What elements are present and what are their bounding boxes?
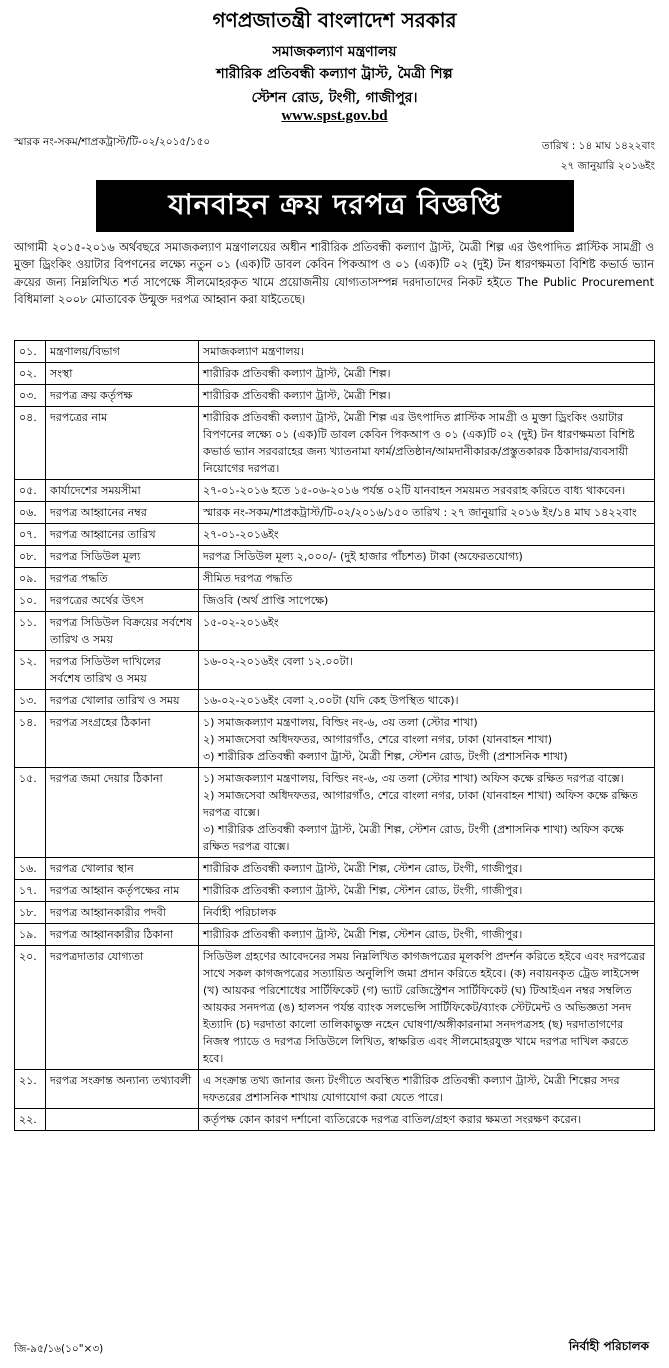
row-label: দরপত্রের অর্থের উৎস: [46, 590, 199, 612]
row-value: ১) সমাজকল্যাণ মন্ত্রণালয়, বিল্ডিং নং-৬, ৩য় তলা (স্টোর শাখা) ২) সমাজসেবা অধিদফতর, আগারগাঁও, শেরে বাংলা নগর, ঢাকা (যানবাহন শাখা) ৩) শারীরিক প্রতিবন্ধী কল্যাণ ট্রাস্ট, মৈত্রী শিল্প, স্টেশন রোড, টংগী (প্রশাসনিক শাখা): [199, 712, 655, 768]
row-number: ১৮.: [15, 902, 46, 924]
table-row: [15, 341, 655, 363]
row-label: দরপত্র খোলার স্থান: [46, 858, 199, 880]
table-row: [15, 858, 655, 880]
table-row: [15, 590, 655, 612]
row-label: দরপত্রদাতার যোগ্যতা: [46, 946, 199, 1070]
notice-title: যানবাহন ক্রয় দরপত্র বিজ্ঞপ্তি: [96, 180, 574, 232]
row-value: সীমিত দরপত্র পদ্ধতি: [199, 568, 655, 590]
row-value: দরপত্র সিডিউল মূল্য ২,০০০/- (দুই হাজার পাঁচশত) টাকা (অফেরতযোগ্য): [199, 546, 655, 568]
row-label: কার্যাদেশের সময়সীমা: [46, 480, 199, 502]
footer-code: জি-৯৫/১৬(১০"×৩): [14, 1343, 104, 1355]
row-value: শারীরিক প্রতিবন্ধী কল্যাণ ট্রাস্ট, মৈত্রী শিল্প, স্টেশন রোড, টংগী, গাজীপুর।: [199, 858, 655, 880]
table-row: [15, 902, 655, 924]
row-number: ২২.: [15, 1109, 46, 1131]
row-label: মন্ত্রণালয়/বিভাগ: [46, 341, 199, 363]
row-number: ০৫.: [15, 480, 46, 502]
row-value: ১) সমাজকল্যাণ মন্ত্রণালয়, বিল্ডিং নং-৬, ৩য় তলা (স্টোর শাখা) অফিস কক্ষে রক্ষিত দরপত্র বাক্সে। ২) সমাজসেবা অধিদফতর, আগারগাঁও, শেরে বাংলা নগর, ঢাকা (যানবাহন শাখা) অফিস কক্ষে রক্ষিত দরপত্র বাক্সে। ৩) শারীরিক প্রতিবন্ধী কল্যাণ ট্রাস্ট, মৈত্রী শিল্প, স্টেশন রোড, টংগী (প্রশাসনিক শাখা) অফিস কক্ষে রক্ষিত দরপত্র বাক্সে।: [199, 768, 655, 858]
table-row: [15, 924, 655, 946]
row-number: ০১.: [15, 341, 46, 363]
table-row: [15, 363, 655, 385]
row-number: ১৭.: [15, 880, 46, 902]
row-value: ১৬-০২-২০১৬ইং বেলা ২.০০টা (যদি কেহ উপস্থিত থাকে)।: [199, 690, 655, 712]
row-number: ২১.: [15, 1070, 46, 1109]
row-label: দরপত্র আহ্বানের তারিখ: [46, 524, 199, 546]
government-name: গণপ্রজাতন্ত্রী বাংলাদেশ সরকার: [212, 8, 457, 32]
table-row: [15, 880, 655, 902]
website-link[interactable]: www.spst.gov.bd: [281, 108, 388, 124]
intro-paragraph: আগামী ২০১৫-২০১৬ অর্থবছরে সমাজকল্যাণ মন্ত্রণালয়ের অধীন শারীরিক প্রতিবন্ধী কল্যাণ ট্রাস্ট, মৈত্রী শিল্প এর উৎপাদিত প্লাস্টিক সামগ্রী ও মুক্তা ড্রিংকিং ওয়াটার বিপণনের লক্ষ্যে নতুন ০১ (এক)টি ডাবল কেবিন পিকআপ ও ০১ (এক)টি ০২ (দুই) টন ধারণক্ষমতা বিশিষ্ট কভার্ড ভ্যান ক্রয়ের জন্য নিম্নলিখিত শর্ত সাপেক্ষে সীলমোহরকৃত খামে প্রয়োজনীয় যোগ্যতাসম্পন্ন দরদাতাদের নিকট হইতে The Public Procurement বিধিমালা ২০০৮ মোতাবেক উন্মুক্ত দরপত্র আহ্বান করা যাইতেছে।: [14, 241, 654, 307]
row-number: ১৩.: [15, 690, 46, 712]
row-value: ১৫-০২-২০১৬ইং: [199, 612, 655, 651]
row-number: ১৫.: [15, 768, 46, 858]
row-number: ০৬.: [15, 502, 46, 524]
row-value: সিডিউল গ্রহণের আবেদনের সময় নিম্নলিখিত কাগজপত্রের মূলকপি প্রদর্শন করিতে হইবে এবং দরপত্রের সাথে সকল কাগজপত্রের সত্যায়িত অনুলিপি জমা প্রদান করিতে হইবে। (ক) নবায়নকৃত ট্রেড লাইসেন্স (খ) আয়কর পরিশোধের সার্টিফিকেট (গ) ভ্যাট রেজিস্ট্রেশন সার্টিফিকেট (ঘ) টিআইএন নম্বর সম্বলিত আয়কর সনদপত্র (ঙ) হালসন পর্যন্ত ব্যাংক সলভেন্সি সার্টিফিকেট/ব্যাংক স্টেটমেন্ট ও অভিজ্ঞতা সনদ ইত্যাদি (চ) দরদাতা কালো তালিকাভুক্ত নহেন ঘোষণা/অঙ্গীকারনামা সনদপত্রসহ (ছ) দরদাতাগণের নিজস্ব প্যাডে ও দরপত্র সিডিউলে লিখিত, স্বাক্ষরিত এবং সীলমোহরযুক্ত খামে দরপত্র দাখিল করতে হবে।: [199, 946, 655, 1070]
row-label: দরপত্র আহ্বানকারীর পদবী: [46, 902, 199, 924]
row-number: ০৯.: [15, 568, 46, 590]
row-label: দরপত্র সিডিউল দাখিলের সর্বশেষ তারিখ ও সময়: [46, 651, 199, 690]
row-number: ১১.: [15, 612, 46, 651]
table-row: [15, 712, 655, 768]
table-row: [15, 502, 655, 524]
row-value: শারীরিক প্রতিবন্ধী কল্যাণ ট্রাস্ট, মৈত্রী শিল্প এর উৎপাদিত প্লাস্টিক সামগ্রী ও মুক্তা ড্রিংকিং ওয়াটার বিপণনের লক্ষ্যে ০১ (এক)টি ডাবল কেবিন পিকআপ ও ০১ (এক)টি ০২ (দুই) টন ধারণক্ষমতা বিশিষ্ট কভার্ড ভ্যান সরবরাহের জন্য খ্যাতনামা ফার্ম/প্রতিষ্ঠান/আমদানীকারক/প্রস্তুতকারক ঠিকাদার/ব্যবসায়ী নিয়োগের দরপত্র।: [199, 407, 655, 480]
table-row: [15, 1070, 655, 1109]
table-row: [15, 524, 655, 546]
row-label: দরপত্র জমা দেয়ার ঠিকানা: [46, 768, 199, 858]
row-value: ২৭-০১-২০১৬ হতে ১৫-০৬-২০১৬ পর্যন্ত ০২টি যানবাহন সময়মত সরবরাহ করিতে বাধ্য থাকবেন।: [199, 480, 655, 502]
row-value: ১৬-০২-২০১৬ইং বেলা ১২.০০টা।: [199, 651, 655, 690]
row-number: ০৪.: [15, 407, 46, 480]
row-number: ০২.: [15, 363, 46, 385]
row-number: ২০.: [15, 946, 46, 1070]
table-row: [15, 651, 655, 690]
table-row: [15, 690, 655, 712]
table-row: [15, 407, 655, 480]
signature-title: নির্বাহী পরিচালক: [568, 1339, 649, 1353]
row-value: শারীরিক প্রতিবন্ধী কল্যাণ ট্রাস্ট, মৈত্রী শিল্প, স্টেশন রোড, টংগী, গাজীপুর।: [199, 880, 655, 902]
row-value: নির্বাহী পরিচালক: [199, 902, 655, 924]
ministry-name: সমাজকল্যাণ মন্ত্রণালয়: [272, 44, 397, 60]
row-label: দরপত্র সংগ্রহের ঠিকানা: [46, 712, 199, 768]
row-label: দরপত্র আহ্বান কর্তৃপক্ষের নাম: [46, 880, 199, 902]
row-number: ০৮.: [15, 546, 46, 568]
row-value: স্মারক নং-সকম/শাপ্রকট্রাস্ট/টি-০২/২০১৬/১৫০ তারিখ : ২৭ জানুয়ারি ২০১৬ ইং/১৪ মাঘ ১৪২২বাং: [199, 502, 655, 524]
row-label: দরপত্র সংক্রান্ত অন্যান্য তথ্যাবলী: [46, 1070, 199, 1109]
table-row: [15, 568, 655, 590]
tender-details-table: [14, 340, 655, 1131]
row-label: দরপত্র সিডিউল বিক্রয়ের সর্বশেষ তারিখ ও সময়: [46, 612, 199, 651]
row-number: ১২.: [15, 651, 46, 690]
row-number: ১৯.: [15, 924, 46, 946]
row-value: শারীরিক প্রতিবন্ধী কল্যাণ ট্রাস্ট, মৈত্রী শিল্প।: [199, 363, 655, 385]
row-value: এ সংক্রান্ত তথ্য জানার জন্য টংগীতে অবস্থিত শারীরিক প্রতিবন্ধী কল্যাণ ট্রাস্ট, মৈত্রী শিল্পের সদর দফতরের প্রশাসনিক শাখায় যোগাযোগ করা যেতে পারে।: [199, 1070, 655, 1109]
date-bangla: তারিখ : ১৪ মাঘ ১৪২২বাং: [541, 140, 655, 152]
row-value: শারীরিক প্রতিবন্ধী কল্যাণ ট্রাস্ট, মৈত্রী শিল্প।: [199, 385, 655, 407]
trust-name: শারীরিক প্রতিবন্ধী কল্যাণ ট্রাস্ট, মৈত্রী শিল্প: [216, 66, 453, 82]
row-value: শারীরিক প্রতিবন্ধী কল্যাণ ট্রাস্ট, মৈত্রী শিল্প, স্টেশন রোড, টংগী, গাজীপুর।: [199, 924, 655, 946]
row-label: দরপত্র আহ্বানের নম্বর: [46, 502, 199, 524]
table-row: [15, 612, 655, 651]
row-label: [46, 1109, 199, 1131]
row-label: দরপত্র খোলার তারিখ ও সময়: [46, 690, 199, 712]
row-number: ০৩.: [15, 385, 46, 407]
row-number: ১৬.: [15, 858, 46, 880]
row-value: সমাজকল্যাণ মন্ত্রণালয়।: [199, 341, 655, 363]
row-label: দরপত্র আহ্বানকারীর ঠিকানা: [46, 924, 199, 946]
row-number: ১০.: [15, 590, 46, 612]
date-english: ২৭ জানুয়ারি ২০১৬ইং: [560, 160, 655, 172]
row-label: দরপত্রের নাম: [46, 407, 199, 480]
row-label: দরপত্র ক্রয় কর্তৃপক্ষ: [46, 385, 199, 407]
row-value: ২৭-০১-২০১৬ইং: [199, 524, 655, 546]
row-number: ১৪.: [15, 712, 46, 768]
table-row: [15, 385, 655, 407]
row-label: সংস্থা: [46, 363, 199, 385]
row-label: দরপত্র পদ্ধতি: [46, 568, 199, 590]
memo-number: স্মারক নং-সকম/শাপ্রকট্রাস্ট/টি-০২/২০১৫/১৫০: [14, 136, 211, 148]
office-address: স্টেশন রোড, টংগী, গাজীপুর।: [251, 90, 418, 106]
row-value: কর্তৃপক্ষ কোন কারণ দর্শানো ব্যতিরেকে দরপত্র বাতিল/গ্রহণ করার ক্ষমতা সংরক্ষণ করেন।: [199, 1109, 655, 1131]
row-label: দরপত্র সিডিউল মূল্য: [46, 546, 199, 568]
row-value: জিওবি (অর্থ প্রাপ্তি সাপেক্ষে): [199, 590, 655, 612]
table-row: [15, 1109, 655, 1131]
table-row: [15, 946, 655, 1070]
table-row: [15, 480, 655, 502]
table-row: [15, 546, 655, 568]
table-row: [15, 768, 655, 858]
row-number: ০৭.: [15, 524, 46, 546]
